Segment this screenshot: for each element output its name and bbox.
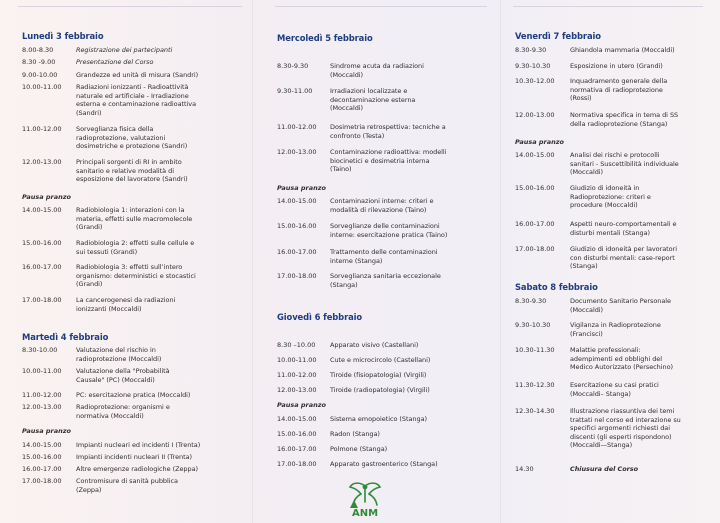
- session-title: naturale ed artificiale - Irradiazione: [76, 91, 189, 100]
- session-title: Registrazione dei partecipanti: [76, 46, 173, 54]
- session-title: biocinetici e dosimetria interna: [330, 156, 430, 165]
- logo-text: ANM: [351, 508, 379, 519]
- session-time: 12.00-13.00: [515, 111, 555, 119]
- session-time: 17.00-18.00: [515, 245, 555, 253]
- session-title: organismo: deterministici e stocastici: [76, 271, 196, 280]
- session-title: Impianti incidenti nucleari II (Trenta): [76, 453, 193, 461]
- session-title: (Taino): [330, 165, 352, 174]
- session-title: Sorveglianze delle contaminazioni: [330, 222, 440, 230]
- session-title: PC: esercitazione pratica (Moccaldi): [76, 391, 191, 399]
- session-time: 16.00-17.00: [515, 220, 555, 228]
- session-time: 17.00-18.00: [277, 272, 317, 280]
- day-heading-friday: Venerdì 7 febbraio: [515, 31, 601, 41]
- session-time: 14.00-15.00: [277, 197, 317, 205]
- session-title: con disturbi mentali: case-report: [570, 253, 675, 262]
- session-title: Radiobiologia 3: effetti sull’intero: [76, 263, 183, 271]
- session-title: modalità di rilevazione (Taino): [330, 205, 427, 214]
- column-divider: [252, 0, 253, 523]
- session-time: 15.00-16.00: [22, 239, 62, 247]
- session-time: 8.30-9.30: [277, 62, 309, 70]
- session-time: 14.00-15.00: [22, 206, 62, 214]
- session-time: 11.00-12.00: [277, 371, 317, 379]
- session-title: Giudizio di idoneità in: [570, 184, 640, 192]
- session-title: Presentazione del Corso: [76, 58, 154, 66]
- session-title: (Moccaldi): [570, 168, 604, 177]
- session-title: interne: esercitazione pratica (Taino): [330, 230, 448, 239]
- session-title: Trattamento delle contaminazioni: [330, 248, 438, 256]
- session-title: Giudizio di idoneità per lavoratori: [570, 245, 677, 253]
- session-time: 8.00-8.30: [22, 46, 54, 54]
- lunch-break-label: Pausa pranzo: [22, 427, 72, 435]
- session-title: Medico Autorizzato (Persechino): [570, 363, 673, 372]
- session-time: 8.30 -9.00: [22, 58, 56, 66]
- session-time: 14.00-15.00: [515, 151, 555, 159]
- session-time: 14.00-15.00: [277, 415, 317, 423]
- session-time: 17.00-18.00: [277, 460, 317, 468]
- session-title: della radioprotezione (Stanga): [570, 119, 668, 128]
- session-title: Principali sorgenti di RI in ambito: [76, 158, 182, 166]
- session-time: 10.30-11.30: [515, 346, 555, 354]
- session-title: Esercitazione su casi pratici: [570, 381, 659, 389]
- session-time: 9.00-10.00: [22, 71, 58, 79]
- session-time: 8.30 –10.00: [277, 341, 316, 349]
- session-time: 9.30-10.30: [515, 62, 551, 70]
- session-title: Sindrome acuta da radiazioni: [330, 62, 424, 70]
- session-title: Radon (Stanga): [330, 430, 380, 438]
- session-title: (Moccaldi): [330, 104, 364, 113]
- day-heading-monday: Lunedì 3 febbraio: [22, 31, 104, 41]
- session-title: Irradiazioni localizzate e: [330, 87, 408, 95]
- session-title: (Moccaldi): [570, 305, 604, 314]
- session-time: 11.00-12.00: [22, 391, 62, 399]
- session-title: disturbi mentali (Stanga): [570, 228, 651, 237]
- session-title: radioprotezione (Moccaldi): [76, 354, 162, 363]
- session-title: Tiroide (fisiopatologia) (Virgili): [330, 371, 427, 379]
- session-time: 11.00-12.00: [22, 125, 62, 133]
- top-rule: [18, 6, 242, 7]
- lunch-break-label: Pausa pranzo: [277, 184, 327, 192]
- session-title: Inquadramento generale della: [570, 77, 668, 85]
- session-title: materia, effetti sulle macromolecole: [76, 214, 193, 223]
- session-title: Vigilanza in Radioprotezione: [570, 321, 661, 329]
- session-title: Apparato gastroenterico (Stanga): [330, 460, 438, 468]
- session-title: Aspetti neuro-comportamentali e: [570, 220, 677, 228]
- session-title: Dosimetria retrospettiva: tecniche a: [330, 123, 446, 131]
- session-time: 16.00-17.00: [277, 248, 317, 256]
- session-time: 8.30-9.30: [515, 297, 547, 305]
- session-time: 16.00-17.00: [277, 445, 317, 453]
- session-title: decontaminazione esterna: [330, 95, 416, 104]
- session-time: 15.00-16.00: [22, 453, 62, 461]
- top-rule: [275, 6, 487, 7]
- session-time: 10.00-11.00: [22, 367, 62, 375]
- session-title: (Sandri): [76, 108, 102, 117]
- session-title: specifici argomenti richiesti dai: [570, 424, 670, 433]
- session-title: Normativa specifica in tema di SS: [570, 111, 679, 119]
- session-title: Contaminazioni interne: criteri e: [330, 197, 434, 205]
- session-title: sanitari - Suscettibilità individuale: [570, 159, 679, 168]
- session-title: Esposizione in utero (Grandi): [570, 62, 663, 70]
- day-heading-wednesday: Mercoledì 5 febbraio: [277, 33, 373, 43]
- session-time: 14.30: [515, 465, 534, 473]
- session-title: Radiobiologia 1: interazioni con la: [76, 206, 185, 214]
- session-time: 10.00-11.00: [22, 83, 62, 91]
- session-title: (Stanga): [570, 262, 598, 271]
- session-title: Ghiandola mammaria (Moccaldi): [570, 46, 675, 54]
- session-title: normativa (Moccaldi): [76, 411, 144, 420]
- session-time: 8.30-10.00: [22, 346, 58, 354]
- session-title: Contaminazione radioattiva: modelli: [330, 148, 447, 156]
- session-title: esposizione del lavoratore (Sandri): [76, 175, 188, 184]
- day-heading-thursday: Giovedì 6 febbraio: [277, 312, 363, 322]
- session-title: Malattie professionali:: [570, 346, 641, 354]
- session-title: adempimenti ed obblighi del: [570, 354, 662, 363]
- session-title: normativa di radioprotezione: [570, 85, 663, 94]
- session-title: (Zeppa): [76, 485, 102, 494]
- session-title: Sorveglianza fisica della: [76, 125, 154, 133]
- session-title: trattati nel corso ed interazione su: [570, 415, 681, 424]
- session-title: radioprotezione, valutazioni: [76, 133, 166, 142]
- session-title: Contromisure di sanità pubblica: [76, 477, 178, 485]
- session-title: Impianti nucleari ed incidenti I (Trenta): [76, 441, 201, 449]
- top-rule: [513, 6, 703, 7]
- session-title: Radioprotezione: criteri e: [570, 192, 651, 201]
- session-time: 12.30-14.30: [515, 407, 555, 415]
- session-title: sui tessuti (Grandi): [76, 247, 138, 256]
- lunch-break-label: Pausa pranzo: [515, 138, 565, 146]
- session-title: La cancerogenesi da radiazioni: [76, 296, 176, 304]
- session-title: (Moccaldi): [330, 70, 364, 79]
- session-time: 10.30-12.00: [515, 77, 555, 85]
- session-title: (Grandi): [76, 223, 103, 232]
- session-title: procedure (Moccaldi): [570, 201, 638, 210]
- session-title: (Francisci): [570, 329, 603, 338]
- session-title: Grandezze ed unità di misura (Sandri): [76, 71, 199, 79]
- session-time: 15.00-16.00: [515, 184, 555, 192]
- session-title: ionizzanti (Moccaldi): [76, 304, 142, 313]
- session-title: Cute e microcircolo (Castellani): [330, 356, 431, 364]
- session-time: 17.00-18.00: [22, 296, 62, 304]
- session-title: Illustrazione riassuntiva dei temi: [570, 407, 675, 415]
- session-time: 14.00-15.00: [22, 441, 62, 449]
- lunch-break-label: Pausa pranzo: [277, 401, 327, 409]
- session-title: (Moccaldi– Stanga): [570, 389, 631, 398]
- session-title: Radiobiologia 2: effetti sulle cellule e: [76, 239, 195, 247]
- session-title: Analisi dei rischi e protocolli: [570, 151, 660, 159]
- session-title: (Stanga): [330, 280, 358, 289]
- session-time: 15.00-16.00: [277, 430, 317, 438]
- session-title: Documento Sanitario Personale: [570, 297, 671, 305]
- session-time: 12.00-13.00: [277, 148, 317, 156]
- session-title: Causale" (PC) (Moccaldi): [76, 375, 155, 384]
- session-title: dosimetriche e protezione (Sandri): [76, 142, 188, 151]
- session-title: Chiusura del Corso: [570, 465, 639, 473]
- day-heading-saturday: Sabato 8 febbraio: [515, 282, 598, 292]
- session-time: 9.30-10.30: [515, 321, 551, 329]
- session-title: Valutazione del rischio in: [76, 346, 156, 354]
- session-title: Sorveglianza sanitaria eccezionale: [330, 272, 441, 280]
- session-title: Altre emergenze radiologiche (Zeppa): [76, 465, 199, 473]
- association-logo: [344, 478, 386, 520]
- session-time: 12.00-13.00: [277, 386, 317, 394]
- session-time: 12.00-13.00: [22, 403, 62, 411]
- session-time: 12.00-13.00: [22, 158, 62, 166]
- session-time: 11.00-12.00: [277, 123, 317, 131]
- session-title: Apparato visivo (Castellani): [330, 341, 419, 349]
- session-title: interne (Stanga): [330, 256, 383, 265]
- session-title: Sistema emopoietico (Stanga): [330, 415, 427, 423]
- session-title: (Moccaldi—Stanga): [570, 441, 633, 450]
- session-title: (Rossi): [570, 94, 592, 103]
- session-time: 16.00-17.00: [22, 465, 62, 473]
- session-time: 9.30-11.00: [277, 87, 313, 95]
- column-divider: [500, 0, 501, 523]
- session-time: 17.00-18.00: [22, 477, 62, 485]
- session-time: 10.00-11.00: [277, 356, 317, 364]
- session-title: Valutazione della "Probabilità: [76, 367, 170, 375]
- session-title: sanitario e relative modalità di: [76, 166, 174, 175]
- session-title: Tiroide (radiopatologia) (Virgili): [330, 386, 430, 394]
- session-title: esterna e contaminazione radioattiva: [76, 100, 197, 109]
- session-title: Radioprotezione: organismi e: [76, 403, 170, 411]
- day-heading-tuesday: Martedì 4 febbraio: [22, 332, 109, 342]
- session-title: Radiazioni ionizzanti - Radioattività: [76, 83, 189, 91]
- lunch-break-label: Pausa pranzo: [22, 193, 72, 201]
- session-time: 8.30-9.30: [515, 46, 547, 54]
- session-title: discenti (gli esperti rispondono): [570, 432, 672, 441]
- session-time: 11.30-12.30: [515, 381, 555, 389]
- session-time: 15.00-16.00: [277, 222, 317, 230]
- session-time: 16.00-17.00: [22, 263, 62, 271]
- session-title: (Grandi): [76, 280, 103, 289]
- session-title: confronto (Testa): [330, 131, 385, 140]
- session-title: Polmone (Stanga): [330, 445, 388, 453]
